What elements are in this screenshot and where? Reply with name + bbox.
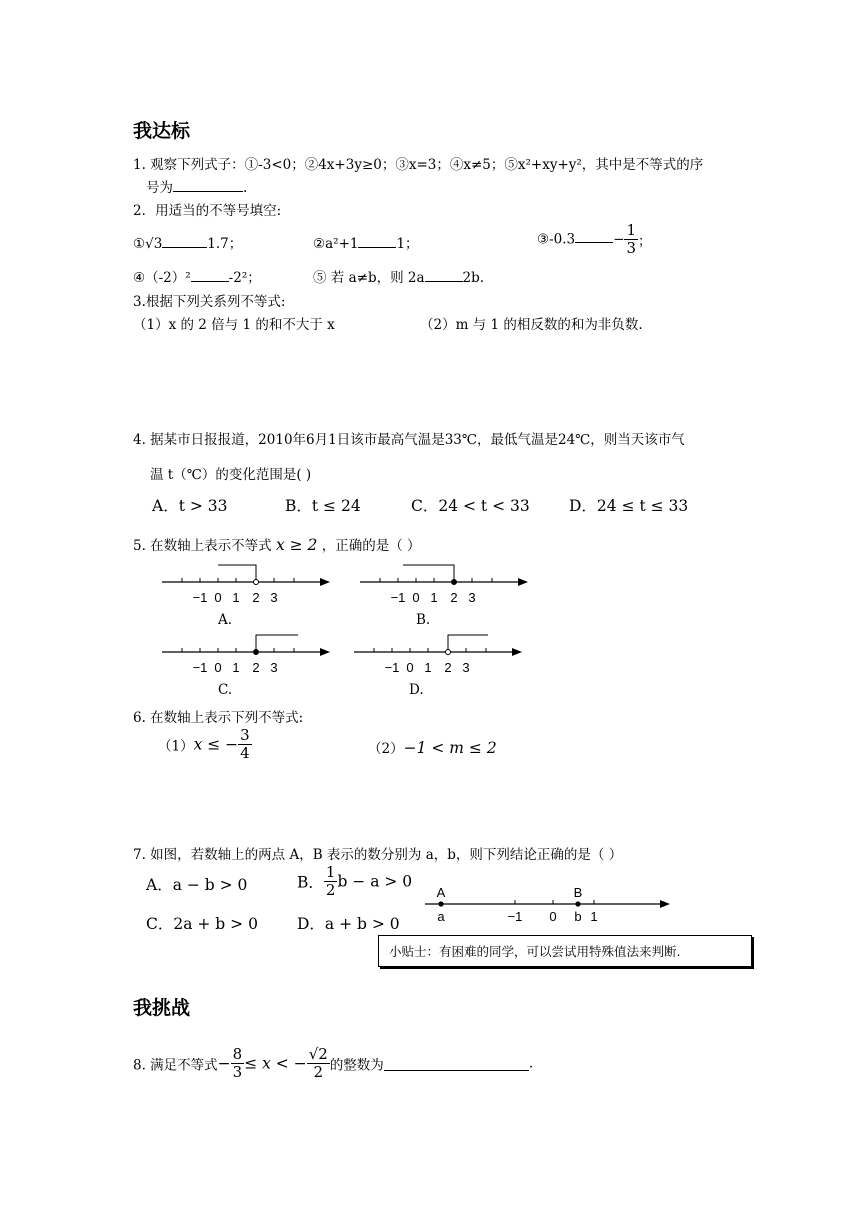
stem-end: . xyxy=(528,1055,534,1072)
option-label-c: C. xyxy=(218,682,233,698)
stem-tail: 的整数为 xyxy=(329,1057,384,1074)
tick-label: 2 xyxy=(450,590,458,605)
tick-label: 0 xyxy=(406,660,414,675)
question-1-line1: 1. 观察下列式子：①-3<0；②4x+3y≥0；③x=3；④x≠5；⑤x²+xy+y²，其中是不等式的序 xyxy=(133,157,704,173)
question-6-part-1 xyxy=(158,727,252,762)
fraction-one-third: $\frac{1}{3}$ xyxy=(626,221,636,257)
item-c-sign: − xyxy=(613,231,625,248)
section-title-qualify: 我达标 xyxy=(133,120,191,142)
hint-text: 小贴士：有困难的同学，可以尝试用特殊值法来判断. xyxy=(389,944,681,959)
tick-label: 1 xyxy=(590,909,598,924)
answer-blank[interactable] xyxy=(575,229,613,243)
item-a-left: ①√3 xyxy=(133,236,163,252)
option-label-b: B. xyxy=(416,612,431,628)
question-4-line2: 温 t（℃）的变化范围是( ) xyxy=(150,467,312,483)
tick-label: −1 xyxy=(192,590,208,605)
tick-label: 3 xyxy=(468,590,476,605)
part-prefix: （2） xyxy=(368,741,404,757)
question-3-title: 3.根据下列关系列不等式: xyxy=(133,294,286,310)
number-line-a-b xyxy=(420,884,675,928)
question-4-option-a[interactable]: A．t > 33 xyxy=(152,497,228,515)
number-line-option-a[interactable] xyxy=(150,560,340,610)
item-e-right: 2b. xyxy=(462,270,485,286)
tick-label: 0 xyxy=(412,590,420,605)
item-b-right: 1； xyxy=(396,236,419,252)
option-tail: b − a > 0 xyxy=(337,872,413,891)
item-c-left: ③-0.3 xyxy=(537,231,576,248)
section-title-challenge: 我挑战 xyxy=(133,997,191,1019)
question-3-part-1: （1）x 的 2 倍与 1 的和不大于 x xyxy=(133,317,335,333)
question-8 xyxy=(133,1046,533,1081)
item-d-right: -2²； xyxy=(228,270,261,286)
number-line-option-c[interactable] xyxy=(150,630,340,680)
answer-blank[interactable] xyxy=(358,234,396,248)
question-7-stem: 7. 如图，若数轴上的两点 A，B 表示的数分别为 a，b，则下列结论正确的是（ ） xyxy=(133,847,623,863)
question-4-option-c[interactable]: C．24 < t < 33 xyxy=(411,497,530,515)
fraction-three-quarters: $\frac{3}{4}$ xyxy=(240,726,250,762)
tick-label: −1 xyxy=(390,590,406,605)
tick-label: 1 xyxy=(430,590,438,605)
tick-label: −1 xyxy=(384,660,400,675)
question-4-line1: 4. 据某市日报报道，2010年6月1日该市最高气温是33℃，最低气温是24℃，则当天该市气 xyxy=(133,432,685,448)
question-1-suffix: . xyxy=(243,180,248,196)
point-a-label: A xyxy=(436,885,446,900)
inequality-middle: ≤ x < − xyxy=(244,1054,307,1073)
item-c-end: ； xyxy=(638,233,652,250)
tick-label: 0 xyxy=(214,660,222,675)
question-2-item-b xyxy=(313,232,419,252)
question-2-item-d xyxy=(133,266,261,286)
answer-blank[interactable] xyxy=(162,234,207,248)
tick-label: −1 xyxy=(507,909,523,924)
question-6-part-2 xyxy=(368,737,497,757)
question-6-title: 6. 在数轴上表示下列不等式: xyxy=(133,710,304,726)
question-7-option-d[interactable]: D．a + b > 0 xyxy=(297,915,400,933)
part-expression: x ≤ − xyxy=(193,735,239,754)
part-prefix: （1） xyxy=(158,738,194,755)
question-7-option-a[interactable]: A．a − b > 0 xyxy=(146,876,248,894)
option-label-a: A. xyxy=(218,612,233,628)
fraction-root2-over-2: $\frac{√2}{2}$ xyxy=(308,1045,328,1081)
question-1-line2 xyxy=(146,176,247,196)
tick-label: 1 xyxy=(424,660,432,675)
question-2-item-e xyxy=(313,266,484,286)
item-d-left: ④（-2）² xyxy=(133,270,191,286)
tick-label: 2 xyxy=(252,590,260,605)
tick-label: 1 xyxy=(232,590,240,605)
option-prefix: B． xyxy=(297,873,324,892)
tick-label: 3 xyxy=(270,590,278,605)
value-a-label: a xyxy=(437,909,445,924)
fraction-one-half: $\frac{1}{2}$ xyxy=(325,863,336,899)
item-a-right: 1.7； xyxy=(207,236,243,252)
stem-text: 8. 满足不等式 xyxy=(133,1057,218,1074)
option-label-d: D. xyxy=(409,682,424,698)
fraction-eight-thirds: $\frac{8}{3}$ xyxy=(232,1045,243,1081)
question-1-prefix: 号为 xyxy=(146,180,173,196)
tick-label: 3 xyxy=(270,660,278,675)
minus-sign: − xyxy=(217,1054,231,1073)
question-5-stem xyxy=(133,534,421,554)
tick-label: −1 xyxy=(192,660,208,675)
part-expression: −1 < m ≤ 2 xyxy=(403,739,497,757)
hint-scroll-box xyxy=(378,935,752,967)
stem-text: 5. 在数轴上表示不等式 xyxy=(133,538,272,554)
item-b-left: ②a²+1 xyxy=(313,236,359,252)
question-4-option-d[interactable]: D．24 ≤ t ≤ 33 xyxy=(569,497,689,515)
answer-blank[interactable] xyxy=(384,1057,529,1071)
answer-blank[interactable] xyxy=(191,268,229,282)
tick-label: 1 xyxy=(232,660,240,675)
question-7-option-b[interactable] xyxy=(297,864,412,899)
value-b-label: b xyxy=(574,909,582,924)
number-line-option-d[interactable] xyxy=(342,630,532,680)
tick-label: 3 xyxy=(462,660,470,675)
stem-tail: ，正确的是（ ） xyxy=(321,538,421,554)
question-3-part-2: （2）m 与 1 的相反数的和为非负数. xyxy=(420,317,643,333)
answer-blank[interactable] xyxy=(425,268,463,282)
item-e-left: ⑤ 若 a≠b，则 2a xyxy=(313,270,425,286)
question-7-option-c[interactable]: C．2a + b > 0 xyxy=(146,915,258,933)
question-2-item-a xyxy=(133,232,242,252)
question-2-title: 2．用适当的不等号填空: xyxy=(133,203,282,219)
question-4-option-b[interactable]: B．t ≤ 24 xyxy=(285,497,361,515)
point-b-label: B xyxy=(573,885,583,900)
answer-blank[interactable] xyxy=(173,178,243,192)
tick-label: 2 xyxy=(252,660,260,675)
tick-label: 2 xyxy=(444,660,452,675)
number-line-option-b[interactable] xyxy=(348,560,538,610)
tick-label: 0 xyxy=(549,909,557,924)
tick-label: 0 xyxy=(214,590,222,605)
stem-expression: x ≥ 2 xyxy=(275,536,318,554)
question-2-item-c xyxy=(537,222,652,257)
